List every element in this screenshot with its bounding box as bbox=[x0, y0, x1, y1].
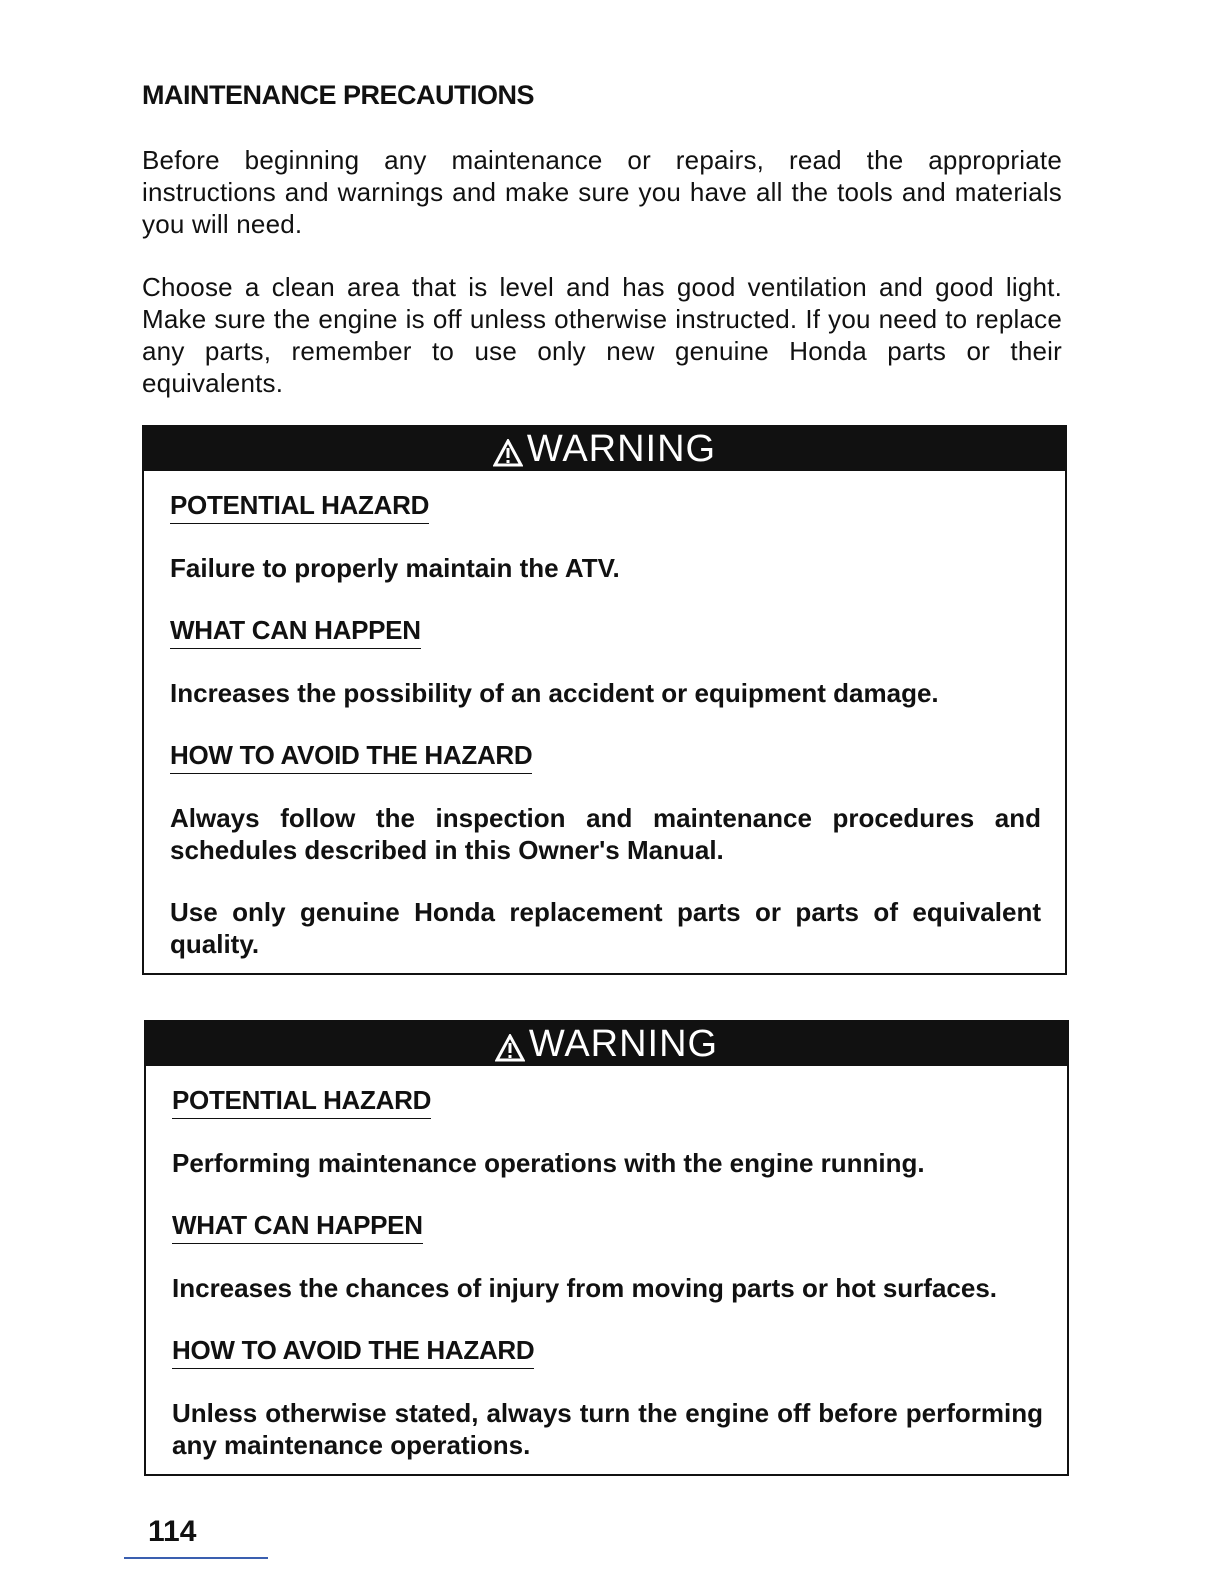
work-area-paragraph: Choose a clean area that is level and has good ventilation and good light. Make sure the engine is off unless otherwise instructed. If you need to replace any parts, remember to use only new genuine Honda parts or their equivalents. bbox=[142, 272, 1062, 398]
warning-triangle-icon bbox=[493, 439, 523, 467]
warning-body bbox=[146, 1066, 1067, 1475]
what-can-happen-label: WHAT CAN HAPPEN bbox=[172, 1209, 423, 1244]
warning-box-1 bbox=[142, 425, 1067, 975]
warning-triangle-icon bbox=[495, 1034, 525, 1062]
warning-header bbox=[146, 1022, 1067, 1066]
warning-title: WARNING bbox=[528, 1022, 719, 1065]
how-to-avoid-text: Unless otherwise stated, always turn the engine off before performing any maintenance operations. bbox=[172, 1398, 1043, 1460]
potential-hazard-label: POTENTIAL HAZARD bbox=[172, 1084, 431, 1119]
what-can-happen-text: Increases the chances of injury from moving parts or hot surfaces. bbox=[172, 1273, 998, 1303]
page-number: 114 bbox=[148, 1515, 197, 1548]
how-to-avoid-label: HOW TO AVOID THE HAZARD bbox=[172, 1334, 534, 1369]
potential-hazard-text: Performing maintenance operations with the engine running. bbox=[172, 1148, 925, 1178]
warning-box-2 bbox=[144, 1020, 1069, 1476]
potential-hazard-text: Failure to properly maintain the ATV. bbox=[170, 553, 620, 583]
how-to-avoid-label: HOW TO AVOID THE HAZARD bbox=[170, 739, 532, 774]
section-heading: MAINTENANCE PRECAUTIONS bbox=[142, 80, 535, 110]
warning-header bbox=[144, 427, 1065, 471]
potential-hazard-label: POTENTIAL HAZARD bbox=[170, 489, 429, 524]
warning-body bbox=[144, 471, 1065, 974]
intro-paragraph: Before beginning any maintenance or repairs, read the appropriate instructions and warnings and make sure you have all the tools and materials you will need. bbox=[142, 145, 1062, 239]
what-can-happen-label: WHAT CAN HAPPEN bbox=[170, 614, 421, 649]
how-to-avoid-text: Always follow the inspection and maintenance procedures and schedules described in this Owner's Manual. bbox=[170, 803, 1041, 865]
how-to-avoid-text-2: Use only genuine Honda replacement parts or parts of equivalent quality. bbox=[170, 897, 1041, 959]
warning-title: WARNING bbox=[526, 427, 717, 470]
what-can-happen-text: Increases the possibility of an accident or equipment damage. bbox=[170, 678, 939, 708]
page-number-rule bbox=[124, 1557, 268, 1559]
